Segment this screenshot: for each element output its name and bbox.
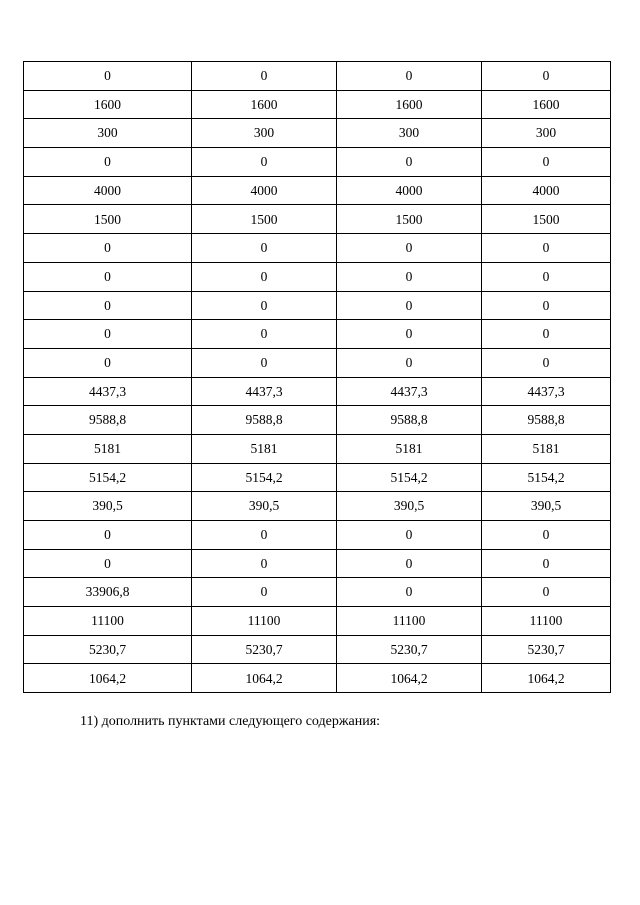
table-cell: 1064,2 — [337, 664, 482, 693]
table-cell: 5230,7 — [192, 635, 337, 664]
table-cell: 5181 — [482, 434, 611, 463]
table-cell: 0 — [337, 320, 482, 349]
table-row — [24, 463, 611, 492]
table-cell: 4000 — [192, 176, 337, 205]
table-cell: 0 — [192, 549, 337, 578]
table-cell: 0 — [482, 578, 611, 607]
table-cell: 0 — [24, 291, 192, 320]
table-cell: 0 — [192, 62, 337, 91]
table-cell: 0 — [482, 320, 611, 349]
table-cell: 1600 — [24, 90, 192, 119]
table-row — [24, 205, 611, 234]
table-cell: 5230,7 — [337, 635, 482, 664]
table-row — [24, 521, 611, 550]
table-cell: 11100 — [337, 607, 482, 636]
table-cell: 5181 — [24, 434, 192, 463]
table-cell: 0 — [482, 148, 611, 177]
table-cell: 0 — [482, 291, 611, 320]
table-row — [24, 549, 611, 578]
table-cell: 4000 — [482, 176, 611, 205]
table-row — [24, 234, 611, 263]
table-cell: 0 — [337, 262, 482, 291]
table-cell: 33906,8 — [24, 578, 192, 607]
table-cell: 0 — [192, 291, 337, 320]
table-row — [24, 377, 611, 406]
table-cell: 0 — [24, 521, 192, 550]
table-cell: 9588,8 — [482, 406, 611, 435]
table-cell: 0 — [192, 234, 337, 263]
table-cell: 1500 — [192, 205, 337, 234]
table-cell: 5154,2 — [482, 463, 611, 492]
table-cell: 11100 — [192, 607, 337, 636]
table-cell: 1500 — [24, 205, 192, 234]
table-cell: 0 — [192, 578, 337, 607]
table-cell: 5154,2 — [337, 463, 482, 492]
table-row — [24, 90, 611, 119]
table-cell: 300 — [337, 119, 482, 148]
table-cell: 390,5 — [482, 492, 611, 521]
table-cell: 5230,7 — [24, 635, 192, 664]
table-cell: 0 — [482, 234, 611, 263]
table-row — [24, 348, 611, 377]
table-cell: 4437,3 — [192, 377, 337, 406]
table-cell: 1600 — [337, 90, 482, 119]
table-cell: 0 — [192, 262, 337, 291]
table-cell: 0 — [337, 234, 482, 263]
table-cell: 0 — [482, 62, 611, 91]
table-cell: 5154,2 — [192, 463, 337, 492]
table-cell: 1064,2 — [482, 664, 611, 693]
table-cell: 0 — [337, 348, 482, 377]
table-row — [24, 578, 611, 607]
table-cell: 1600 — [482, 90, 611, 119]
table-cell: 390,5 — [24, 492, 192, 521]
table-cell: 4000 — [337, 176, 482, 205]
table-cell: 4437,3 — [337, 377, 482, 406]
table-row — [24, 320, 611, 349]
table-row — [24, 406, 611, 435]
table-cell: 11100 — [482, 607, 611, 636]
table-cell: 0 — [24, 62, 192, 91]
table-cell: 11100 — [24, 607, 192, 636]
table-cell: 300 — [192, 119, 337, 148]
table-cell: 0 — [24, 148, 192, 177]
table-cell: 0 — [482, 348, 611, 377]
table-cell: 0 — [337, 291, 482, 320]
table-cell: 4437,3 — [24, 377, 192, 406]
table-row — [24, 492, 611, 521]
table-row — [24, 434, 611, 463]
table-row — [24, 119, 611, 148]
table-cell: 5154,2 — [24, 463, 192, 492]
table-cell: 0 — [192, 348, 337, 377]
table-cell: 300 — [24, 119, 192, 148]
table-cell: 390,5 — [192, 492, 337, 521]
table-cell: 0 — [337, 148, 482, 177]
table-cell: 0 — [24, 348, 192, 377]
table-cell: 0 — [337, 62, 482, 91]
table-row — [24, 291, 611, 320]
amendment-paragraph: 11) дополнить пунктами следующего содержания: — [80, 714, 381, 729]
table-cell: 0 — [192, 148, 337, 177]
table-row — [24, 148, 611, 177]
table-cell: 4000 — [24, 176, 192, 205]
table-cell: 5181 — [192, 434, 337, 463]
table-row — [24, 262, 611, 291]
table-cell: 0 — [24, 262, 192, 291]
table-cell: 9588,8 — [24, 406, 192, 435]
table-cell: 0 — [337, 549, 482, 578]
table-cell: 0 — [337, 521, 482, 550]
table-cell: 1500 — [482, 205, 611, 234]
table-cell: 300 — [482, 119, 611, 148]
table-cell: 0 — [24, 234, 192, 263]
table-cell: 0 — [482, 521, 611, 550]
table-row — [24, 635, 611, 664]
table-cell: 1500 — [337, 205, 482, 234]
table-cell: 9588,8 — [192, 406, 337, 435]
table-cell: 5230,7 — [482, 635, 611, 664]
table-cell: 0 — [24, 320, 192, 349]
table-cell: 0 — [482, 262, 611, 291]
table-cell: 1064,2 — [192, 664, 337, 693]
table-cell: 390,5 — [337, 492, 482, 521]
table-row — [24, 607, 611, 636]
table-cell: 0 — [24, 549, 192, 578]
table-cell: 0 — [192, 521, 337, 550]
table-row — [24, 62, 611, 91]
table-cell: 0 — [482, 549, 611, 578]
values-table — [23, 61, 611, 693]
table-cell: 9588,8 — [337, 406, 482, 435]
table-cell: 5181 — [337, 434, 482, 463]
table-cell: 0 — [192, 320, 337, 349]
values-table-body — [24, 62, 611, 693]
table-row — [24, 176, 611, 205]
table-cell: 1600 — [192, 90, 337, 119]
table-cell: 4437,3 — [482, 377, 611, 406]
table-row — [24, 664, 611, 693]
table-cell: 0 — [337, 578, 482, 607]
table-cell: 1064,2 — [24, 664, 192, 693]
